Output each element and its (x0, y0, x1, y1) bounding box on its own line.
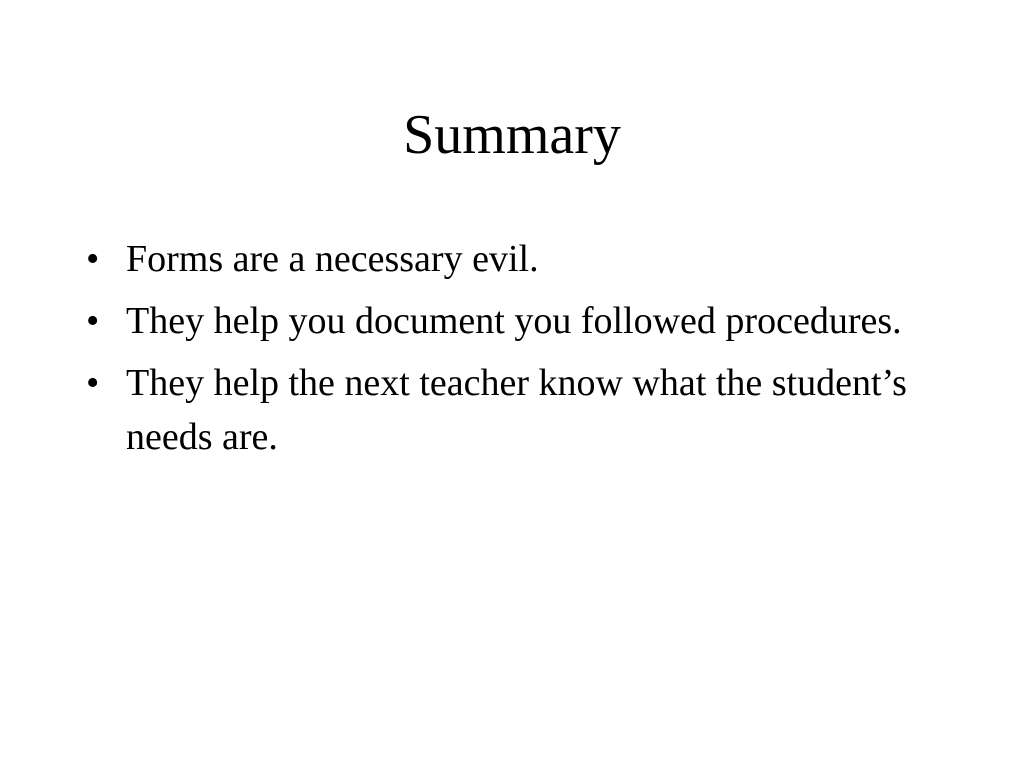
bullet-text: They help the next teacher know what the student’s needs are. (126, 362, 907, 458)
bullet-item (86, 232, 946, 286)
bullet-icon: • (86, 362, 100, 404)
bullet-text: They help you document you followed procedures. (126, 300, 902, 342)
bullet-text: Forms are a necessary evil. (126, 238, 539, 280)
bullet-list (86, 232, 946, 472)
bullet-icon: • (86, 238, 100, 280)
bullet-icon: • (86, 300, 100, 342)
bullet-item (86, 356, 946, 464)
bullet-item (86, 294, 946, 348)
slide-title: Summary (403, 104, 621, 166)
